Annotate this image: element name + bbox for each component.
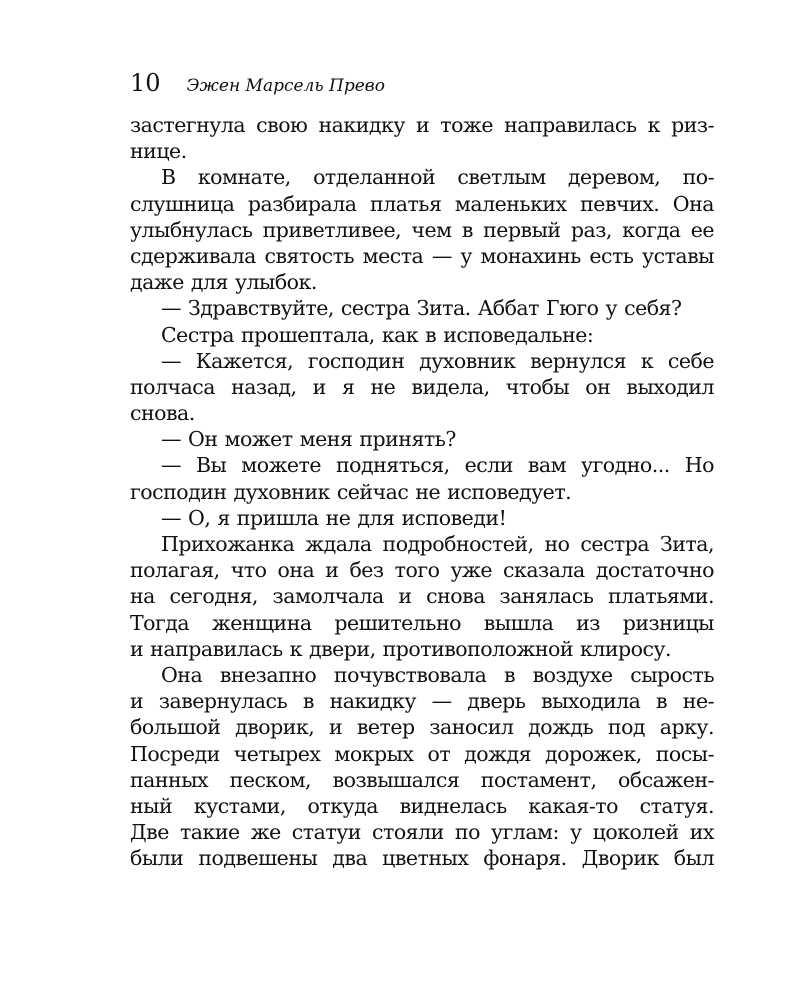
text-line: Сестра прошептала, как в исповедальне: [161, 322, 594, 347]
text-line: — Здравствуйте, сестра Зита. Аббат Гюго у себя? [161, 296, 682, 321]
text-line: снова. [130, 401, 195, 426]
text-line: улыбнулась приветливее, чем в первый раз, когда ее [130, 217, 714, 242]
text-line: В комнате, отделанной светлым деревом, по- [161, 165, 714, 190]
text-line: застегнула свою накидку и тоже направилась к риз- [130, 113, 714, 137]
page-header [130, 68, 730, 102]
text-line: — Вы можете подняться, если вам угодно... Но [161, 453, 714, 478]
text-line: — Он может меня принять? [161, 427, 456, 452]
text-line: были подвешены два цветных фонаря. Дворик был [130, 846, 714, 871]
text-line: — О, я пришла не для исповеди! [161, 505, 507, 530]
text-line: Две такие же статуи стояли по углам: у цоколей их [130, 820, 714, 845]
text-line: и направилась к двери, противоположной клиросу. [130, 636, 672, 661]
text-line: полагая, что она и без того уже сказала достаточно [130, 558, 714, 583]
text-line: — Кажется, господин духовник вернулся к себе [161, 348, 714, 373]
text-line: господин духовник сейчас не исповедует. [130, 479, 572, 504]
body-text [130, 112, 714, 871]
text-line: ный кустами, откуда виднелась какая-то статуя. [130, 793, 714, 818]
text-line: Прихожанка ждала подробностей, но сестра Зита, [161, 532, 714, 556]
text-line: Тогда женщина решительно вышла из ризницы [130, 610, 714, 635]
text-line: и завернулась в накидку — дверь выходила в не- [130, 689, 714, 714]
text-line: на сегодня, замолчала и снова занялась платьями. [130, 584, 714, 609]
text-line: большой дворик, и ветер заносил дождь под арку. [130, 715, 714, 740]
text-line: Она внезапно почувствовала в воздухе сырость [161, 662, 714, 687]
text-line: слушница разбирала платья маленьких певчих. Она [130, 191, 714, 216]
text-line: сдерживала святость места — у монахинь есть уставы [130, 243, 714, 268]
running-head-author: Эжен Марсель Прево [186, 76, 385, 96]
page-number: 10 [130, 69, 161, 97]
text-line: Посреди четырех мокрых от дождя дорожек, посы- [130, 741, 714, 766]
text-line: нице. [130, 139, 187, 164]
text-line: полчаса назад, и я не видела, чтобы он выходил [130, 374, 714, 399]
text-line: панных песком, возвышался постамент, обсажен- [130, 767, 714, 792]
text-line: даже для улыбок. [130, 270, 317, 295]
